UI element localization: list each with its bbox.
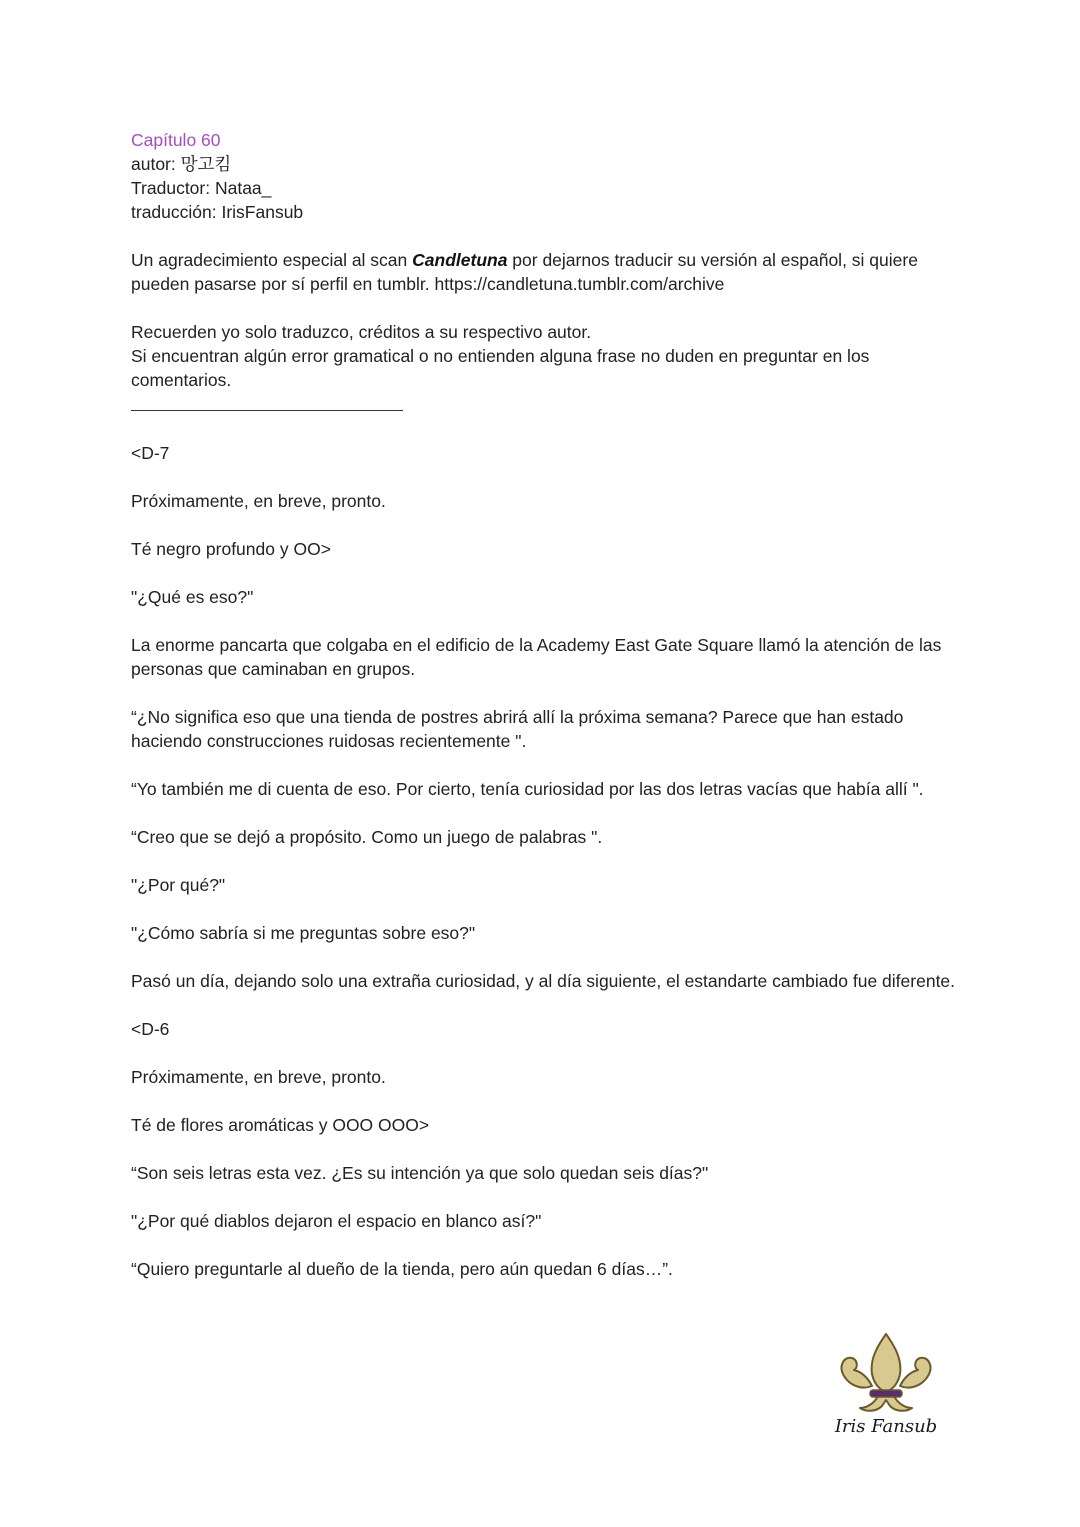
thanks-paragraph	[131, 248, 961, 296]
translation-credit-line: traducción: IrisFansub	[131, 202, 304, 222]
story-paragraph: "¿Cómo sabría si me preguntas sobre eso?"	[131, 923, 476, 943]
story-paragraph: "¿Por qué diablos dejaron el espacio en blanco así?"	[131, 1211, 542, 1231]
document-page	[131, 128, 961, 1281]
story-paragraph: "¿Qué es eso?"	[131, 587, 254, 607]
story-paragraph: <D-6	[131, 1019, 170, 1039]
notes-line-1: Recuerden yo solo traduzco, créditos a su respectivo autor.	[131, 322, 592, 342]
notes-line-2: Si encuentran algún error gramatical o no entienden alguna frase no duden en preguntar en los comentarios.	[131, 346, 870, 390]
story-paragraph: Té de flores aromáticas y OOO OOO>	[131, 1115, 430, 1135]
scan-name: Candletuna	[412, 250, 508, 270]
translator-line: Traductor: Nataa_	[131, 178, 272, 198]
thanks-prefix: Un agradecimiento especial al scan	[131, 250, 413, 270]
story-paragraph: “Quiero preguntarle al dueño de la tienda, pero aún quedan 6 días…”.	[131, 1259, 673, 1279]
story-paragraph: “Creo que se dejó a propósito. Como un juego de palabras ".	[131, 827, 603, 847]
fleur-de-lis-icon	[826, 1330, 946, 1418]
story-paragraph: Próximamente, en breve, pronto.	[131, 491, 386, 511]
story-paragraph: “Son seis letras esta vez. ¿Es su intención ya que solo quedan seis días?"	[131, 1163, 709, 1183]
story-paragraph: "¿Por qué?"	[131, 875, 226, 895]
story-body	[131, 441, 961, 1281]
thanks-suffix: por dejarnos traducir su versión al español, si quiere pueden pasarse por sí perfil en tumblr. https://candletuna.tumblr.com/archive	[131, 250, 918, 294]
author-line: autor: 망고킴	[131, 154, 232, 174]
story-paragraph: <D-7	[131, 443, 170, 463]
story-paragraph: Pasó un día, dejando solo una extraña curiosidad, y al día siguiente, el estandarte cambiado fue diferente.	[131, 971, 956, 991]
iris-fansub-logo	[826, 1330, 946, 1442]
story-paragraph: “¿No significa eso que una tienda de postres abrirá allí la próxima semana? Parece que han estado haciendo construcciones ruidosas recientemente ".	[131, 707, 904, 751]
section-divider	[131, 392, 403, 411]
story-paragraph: Próximamente, en breve, pronto.	[131, 1067, 386, 1087]
story-paragraph: Té negro profundo y OO>	[131, 539, 331, 559]
logo-text: Iris Fansub	[834, 1416, 938, 1437]
story-paragraph: La enorme pancarta que colgaba en el edificio de la Academy East Gate Square llamó la atención de las personas que caminaban en grupos.	[131, 635, 942, 679]
story-paragraph: “Yo también me di cuenta de eso. Por cierto, tenía curiosidad por las dos letras vacías que había allí ".	[131, 779, 924, 799]
chapter-title: Capítulo 60	[131, 130, 221, 150]
